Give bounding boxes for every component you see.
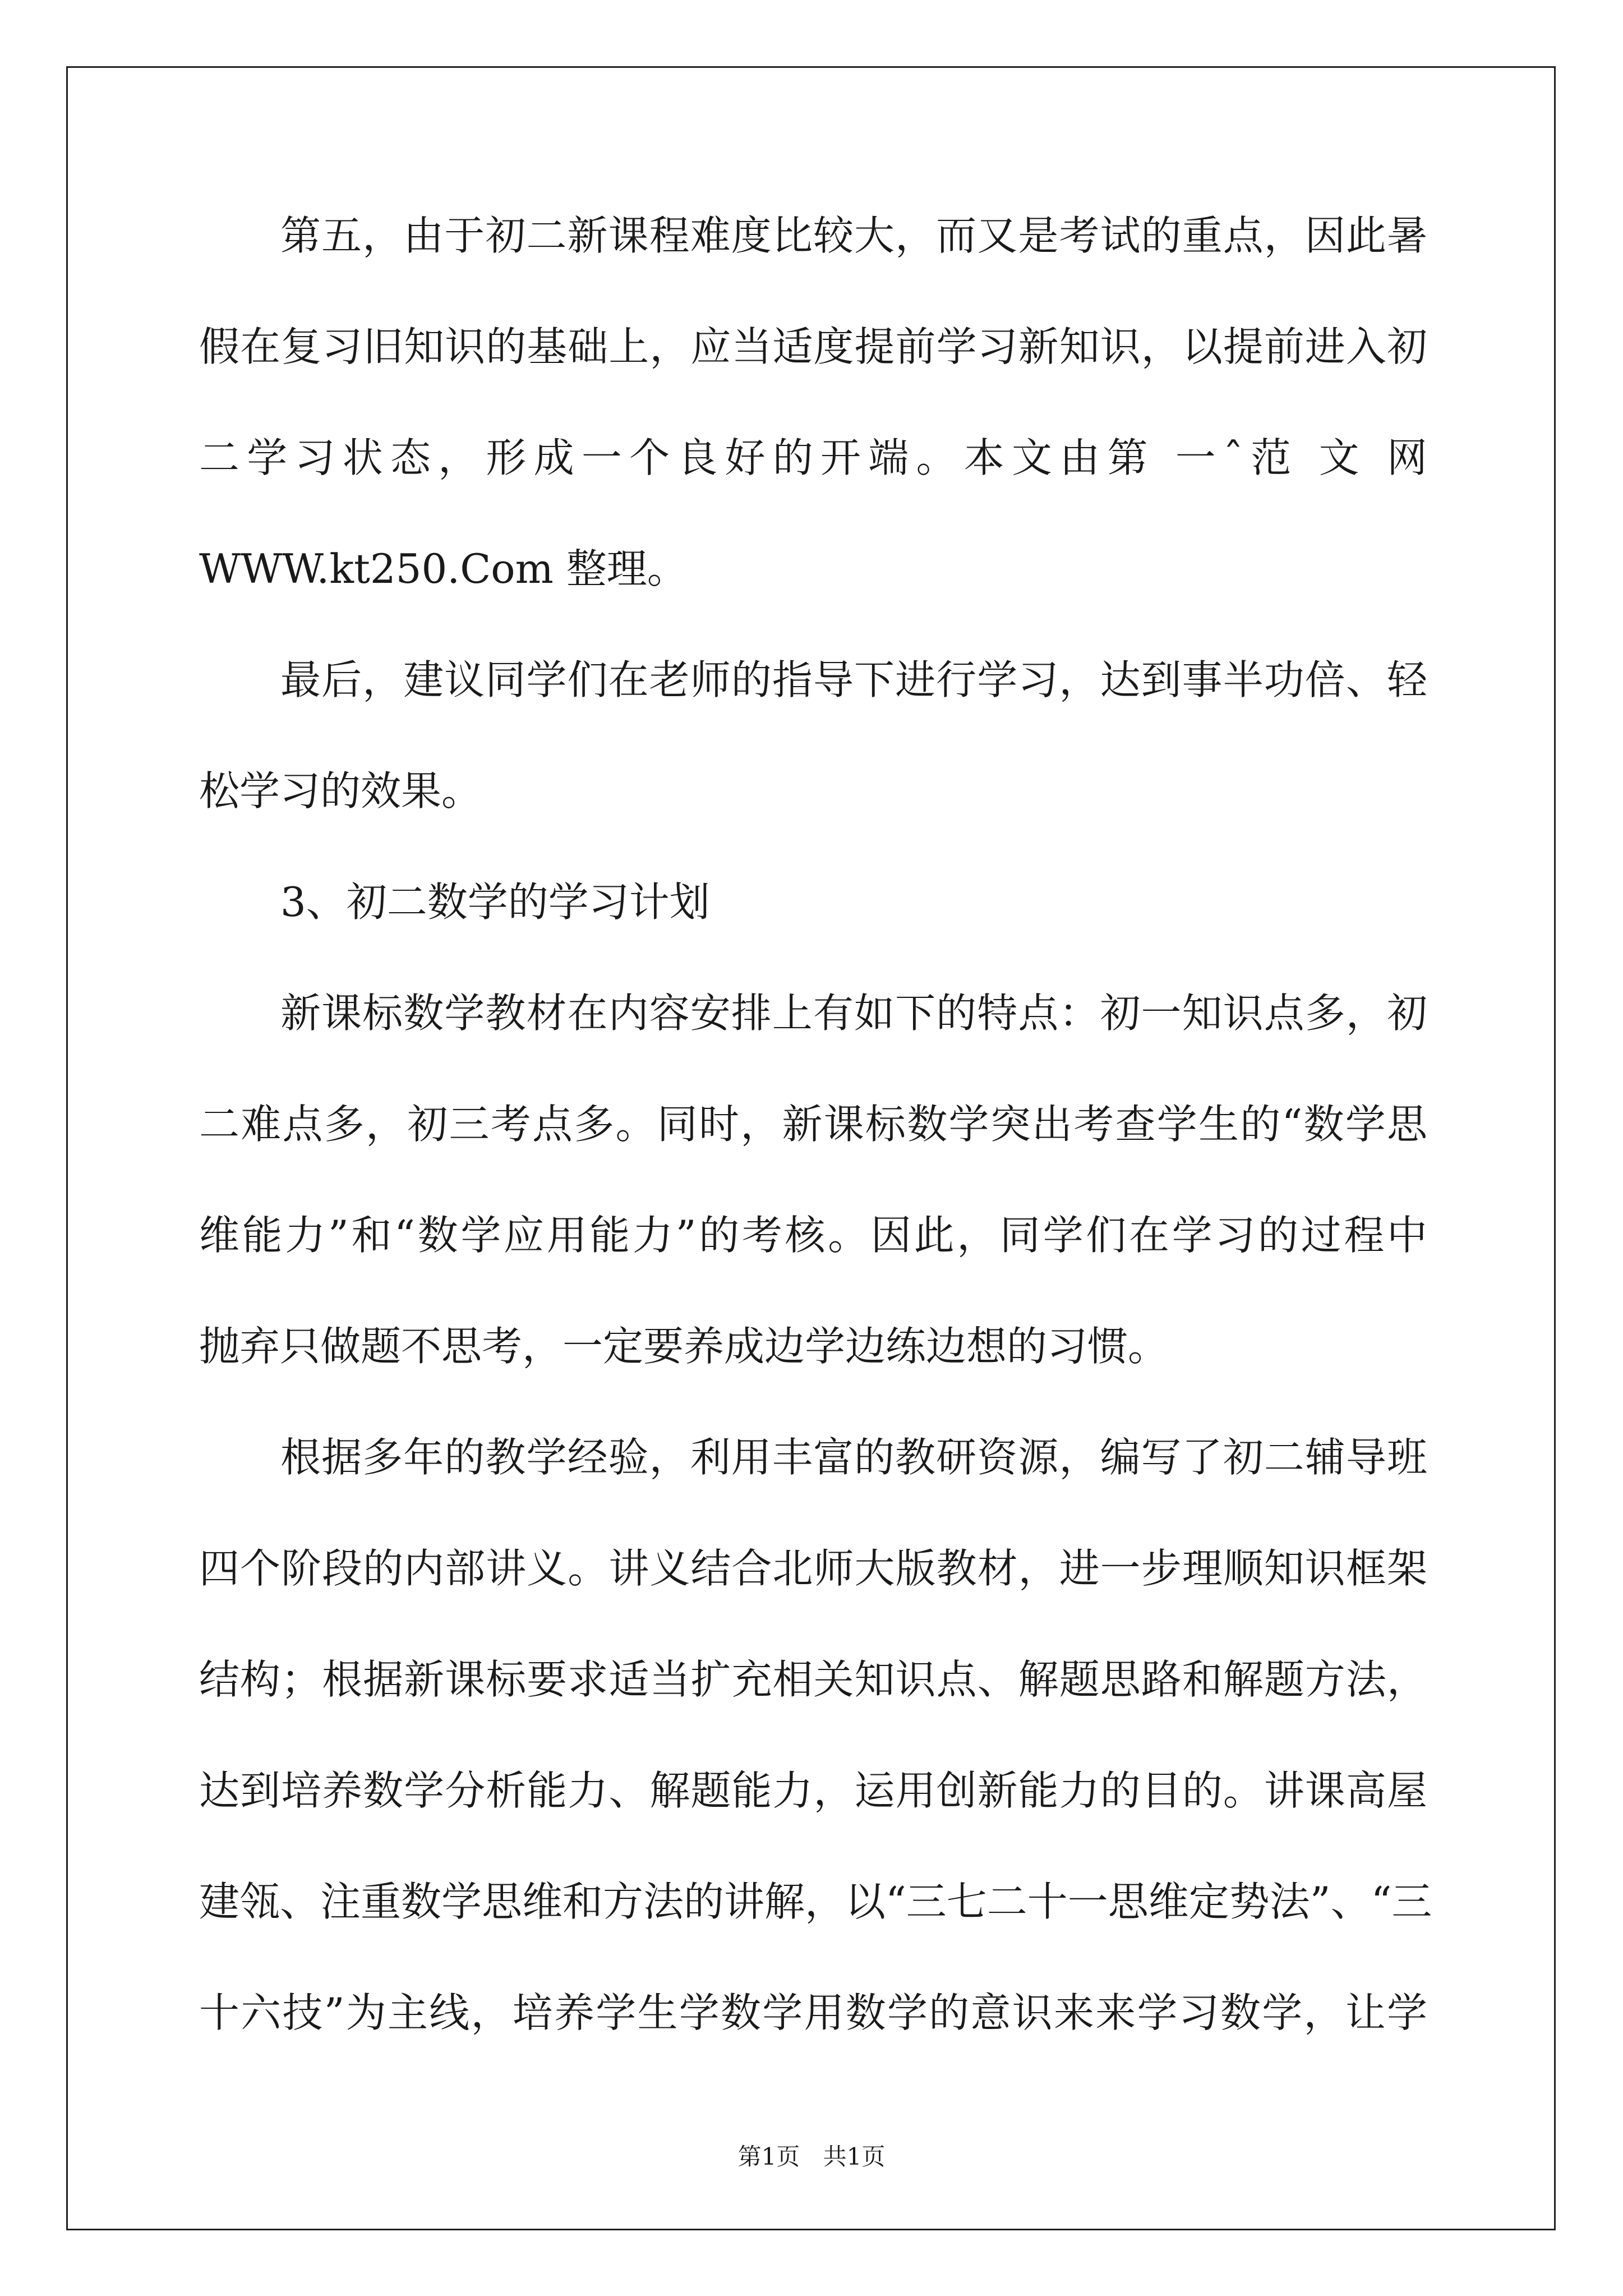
paragraph-line: 第五，由于初二新课程难度比较大，而又是考试的重点，因此暑 (280, 212, 1427, 259)
section-heading: 3、初二数学的学习计划 (280, 878, 710, 926)
paragraph-line: 达到培养数学分析能力、解题能力，运用创新能力的目的。讲课高屋 (199, 1767, 1427, 1814)
paragraph-line: WWW.kt250.Com 整理。 (199, 545, 688, 592)
paragraph-line: 建瓴、注重数学思维和方法的讲解，以“三七二十一思维定势法”、“三 (199, 1878, 1432, 1925)
paragraph-line: 维能力”和“数学应用能力”的考核。因此，同学们在学习的过程中 (199, 1212, 1427, 1259)
paragraph-line: 二难点多，初三考点多。同时，新课标数学突出考查学生的“数学思 (199, 1101, 1427, 1148)
paragraph-line: 根据多年的教学经验，利用丰富的教研资源，编写了初二辅导班 (280, 1434, 1427, 1481)
paragraph-line: 松学习的效果。 (199, 767, 482, 815)
page-footer (0, 2138, 1623, 2172)
paragraph-line: 四个阶段的内部讲义。讲义结合北师大版教材，进一步理顺知识框架 (199, 1545, 1427, 1592)
paragraph-line: 最后，建议同学们在老师的指导下进行学习，达到事半功倍、轻 (280, 656, 1427, 703)
page-number: 第1页 (737, 2143, 800, 2170)
paragraph-line: 新课标数学教材在内容安排上有如下的特点：初一知识点多，初 (280, 990, 1427, 1037)
paragraph-line: 二学习状态，形成一个良好的开端。本文由第 一ˆ范 文 网 (199, 434, 1427, 481)
page-total: 共1页 (823, 2143, 886, 2170)
paragraph-line: 结构；根据新课标要求适当扩充相关知识点、解题思路和解题方法， (199, 1656, 1427, 1703)
paragraph-line: 抛弃只做题不思考，一定要养成边学边练边想的习惯。 (199, 1323, 1169, 1370)
paragraph-line: 假在复习旧知识的基础上，应当适度提前学习新知识，以提前进入初 (199, 323, 1427, 370)
paragraph-line: 十六技”为主线，培养学生学数学用数学的意识来来学习数学，让学 (199, 1989, 1427, 2036)
